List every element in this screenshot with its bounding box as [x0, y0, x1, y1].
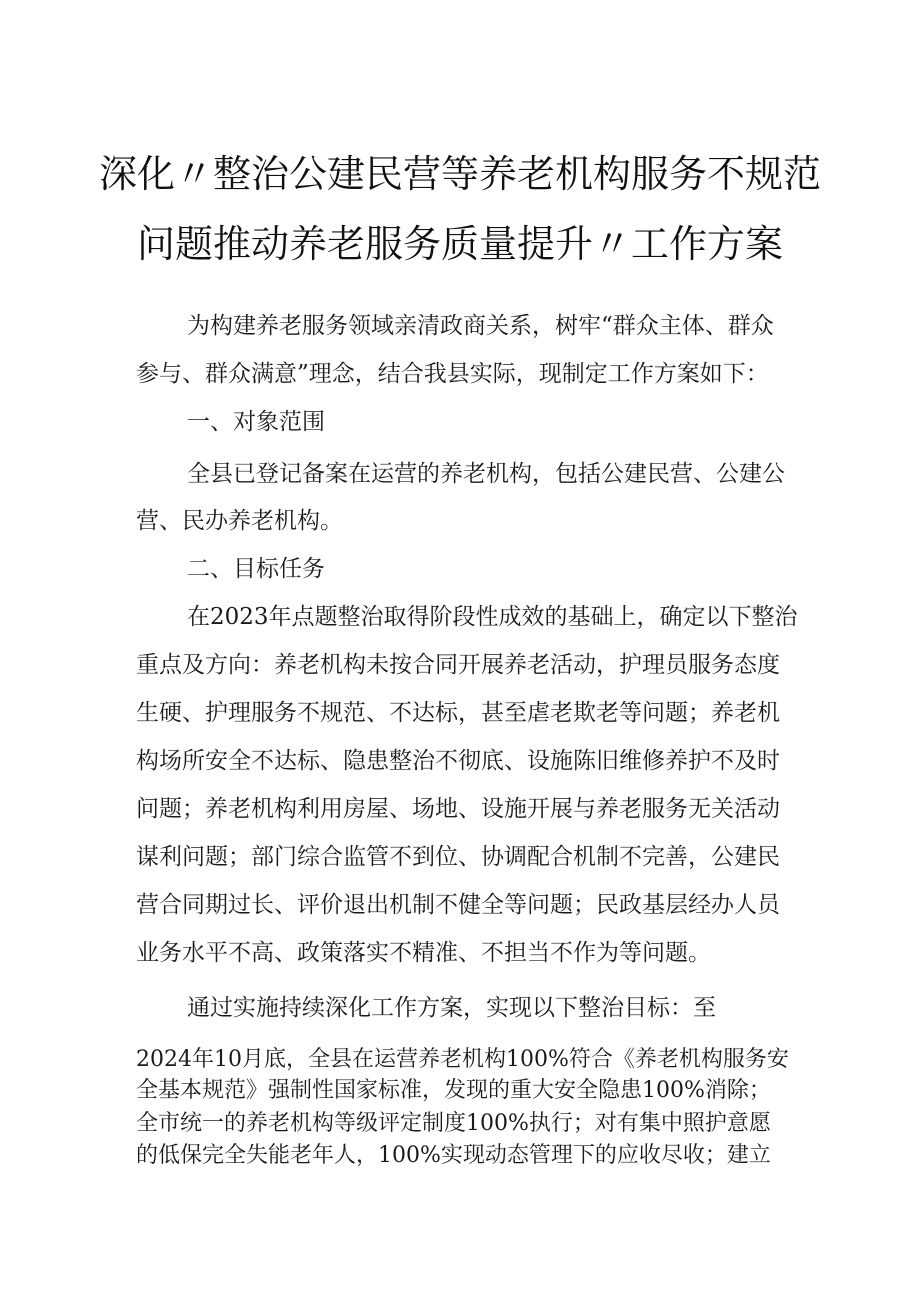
body-line: 的低保完全失能老年人，100%实现动态管理下的应收尽收；建立 — [136, 1143, 771, 1168]
body-line: 全县已登记备案在运营的养老机构，包括公建民营、公建公 — [187, 461, 785, 487]
document-title-line-1: 深化〃整治公建民营等养老机构服务不规范 — [98, 152, 821, 196]
body-line: 业务水平不高、政策落实不精准、不担当不作为等问题。 — [136, 940, 711, 966]
body-line: 生硬、护理服务不规范、不达标，甚至虐老欺老等问题；养老机 — [136, 700, 780, 726]
section-heading-scope: 一、对象范围 — [187, 409, 325, 435]
document-title-line-2: 问题推动养老服务质量提升〃工作方案 — [136, 222, 783, 266]
body-line: 全市统一的养老机构等级评定制度100%执行；对有集中照护意愿 — [136, 1111, 771, 1136]
body-line: 构场所安全不达标、隐患整治不彻底、设施陈旧维修养护不及时 — [136, 748, 780, 774]
body-line: 全基本规范》强制性国家标准，发现的重大安全隐患100%消除； — [136, 1078, 771, 1103]
body-line: 营合同期过长、评价退出机制不健全等问题；民政基层经办人员 — [136, 892, 780, 918]
body-line: 参与、群众满意”理念，结合我县实际，现制定工作方案如下： — [136, 361, 769, 387]
body-line: 2024年10月底，全县在运营养老机构100%符合《养老机构服务安 — [136, 1047, 789, 1072]
section-heading-tasks: 二、目标任务 — [187, 556, 325, 582]
body-line: 营、民办养老机构。 — [136, 508, 343, 534]
body-line: 为构建养老服务领域亲清政商关系，树牢“群众主体、群众 — [187, 313, 774, 339]
body-line: 问题；养老机构利用房屋、场地、设施开展与养老服务无关活动 — [136, 796, 780, 822]
body-line: 谋利问题；部门综合监管不到位、协调配合机制不完善，公建民 — [136, 844, 780, 870]
body-line: 在2023年点题整治取得阶段性成效的基础上，确定以下整治 — [187, 604, 798, 630]
body-line: 重点及方向：养老机构未按合同开展养老活动，护理员服务态度 — [136, 652, 780, 678]
body-line: 通过实施持续深化工作方案，实现以下整治目标：至 — [187, 995, 716, 1021]
